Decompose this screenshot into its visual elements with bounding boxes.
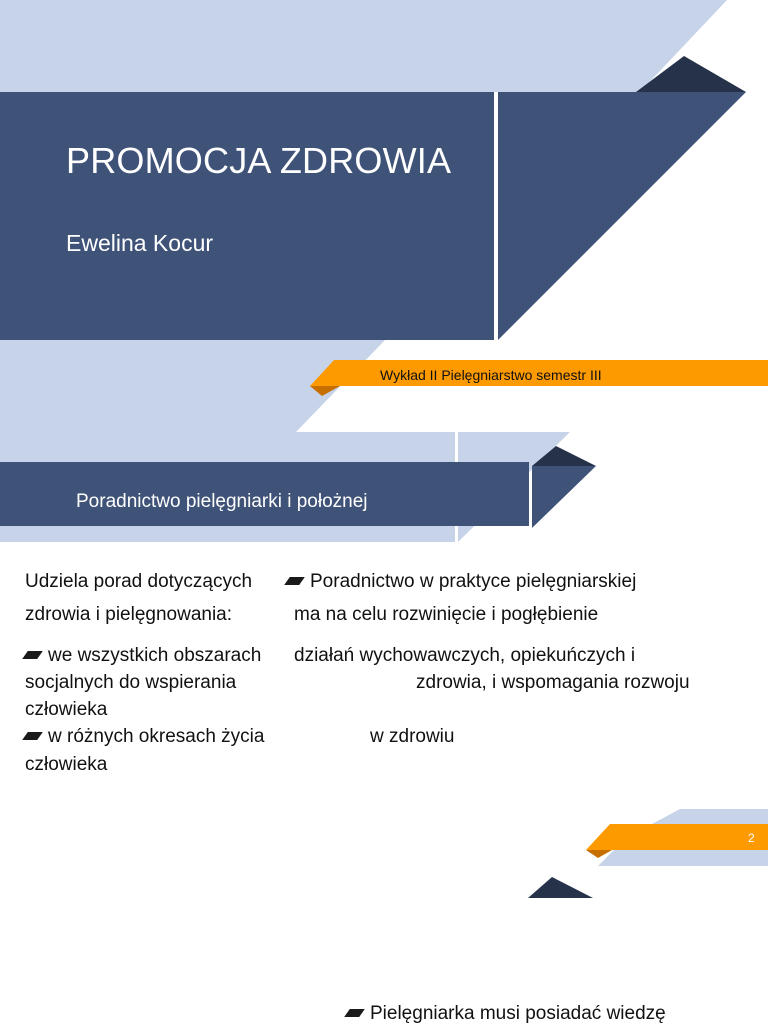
right-text-line2: ma na celu rozwinięcie i pogłębienie (294, 604, 599, 625)
slide-title: PROMOCJA ZDROWIA (66, 140, 452, 181)
left-intro-line1: Udziela porad dotyczących (25, 571, 253, 592)
title-panel (0, 92, 494, 340)
right-text-line5: w zdrowiu (370, 726, 455, 747)
author-name: Ewelina Kocur (66, 230, 214, 256)
slide3-bullet (347, 1003, 666, 1025)
left-bullet1-line2: socjalnych do wspierania (25, 672, 237, 693)
slide3-bullet-text: Pielęgniarka musi posiadać wiedzę (370, 1003, 666, 1024)
lecture-subtitle: Wykład II Pielęgniarstwo semestr III (380, 367, 602, 383)
left-bullet1-line1: we wszystkich obszarach (48, 645, 262, 666)
left-bullet1-line3: człowieka (25, 699, 108, 720)
light-blue-band-top (0, 0, 727, 92)
right-text-line3: działań wychowawczych, opiekuńczych i (294, 645, 636, 666)
bullet-icon (344, 1009, 365, 1017)
bullet-icon (22, 732, 43, 740)
page-number: 2 (748, 831, 755, 845)
bullet-icon (22, 651, 43, 659)
title-panel-triangle (498, 92, 746, 340)
left-bullet1 (25, 645, 261, 667)
left-bullet2-line2: człowieka (25, 754, 108, 775)
left-bullet2-line1: w różnych okresach życia (48, 726, 265, 747)
left-intro-line2: zdrowia i pielęgnowania: (25, 604, 233, 625)
right-bullet-line1 (287, 571, 636, 593)
bullet-icon (284, 577, 305, 585)
heading-panel-triangle (532, 466, 596, 528)
section-heading: Poradnictwo pielęgniarki i położnej (76, 491, 368, 512)
dark-triangle-bottom (528, 877, 593, 898)
right-text-line4: zdrowia, i wspomagania rozwoju (416, 672, 690, 693)
right-text-line1: Poradnictwo w praktyce pielęgniarskiej (310, 571, 637, 592)
left-bullet2 (25, 726, 264, 748)
orange-page-ribbon (586, 824, 768, 850)
